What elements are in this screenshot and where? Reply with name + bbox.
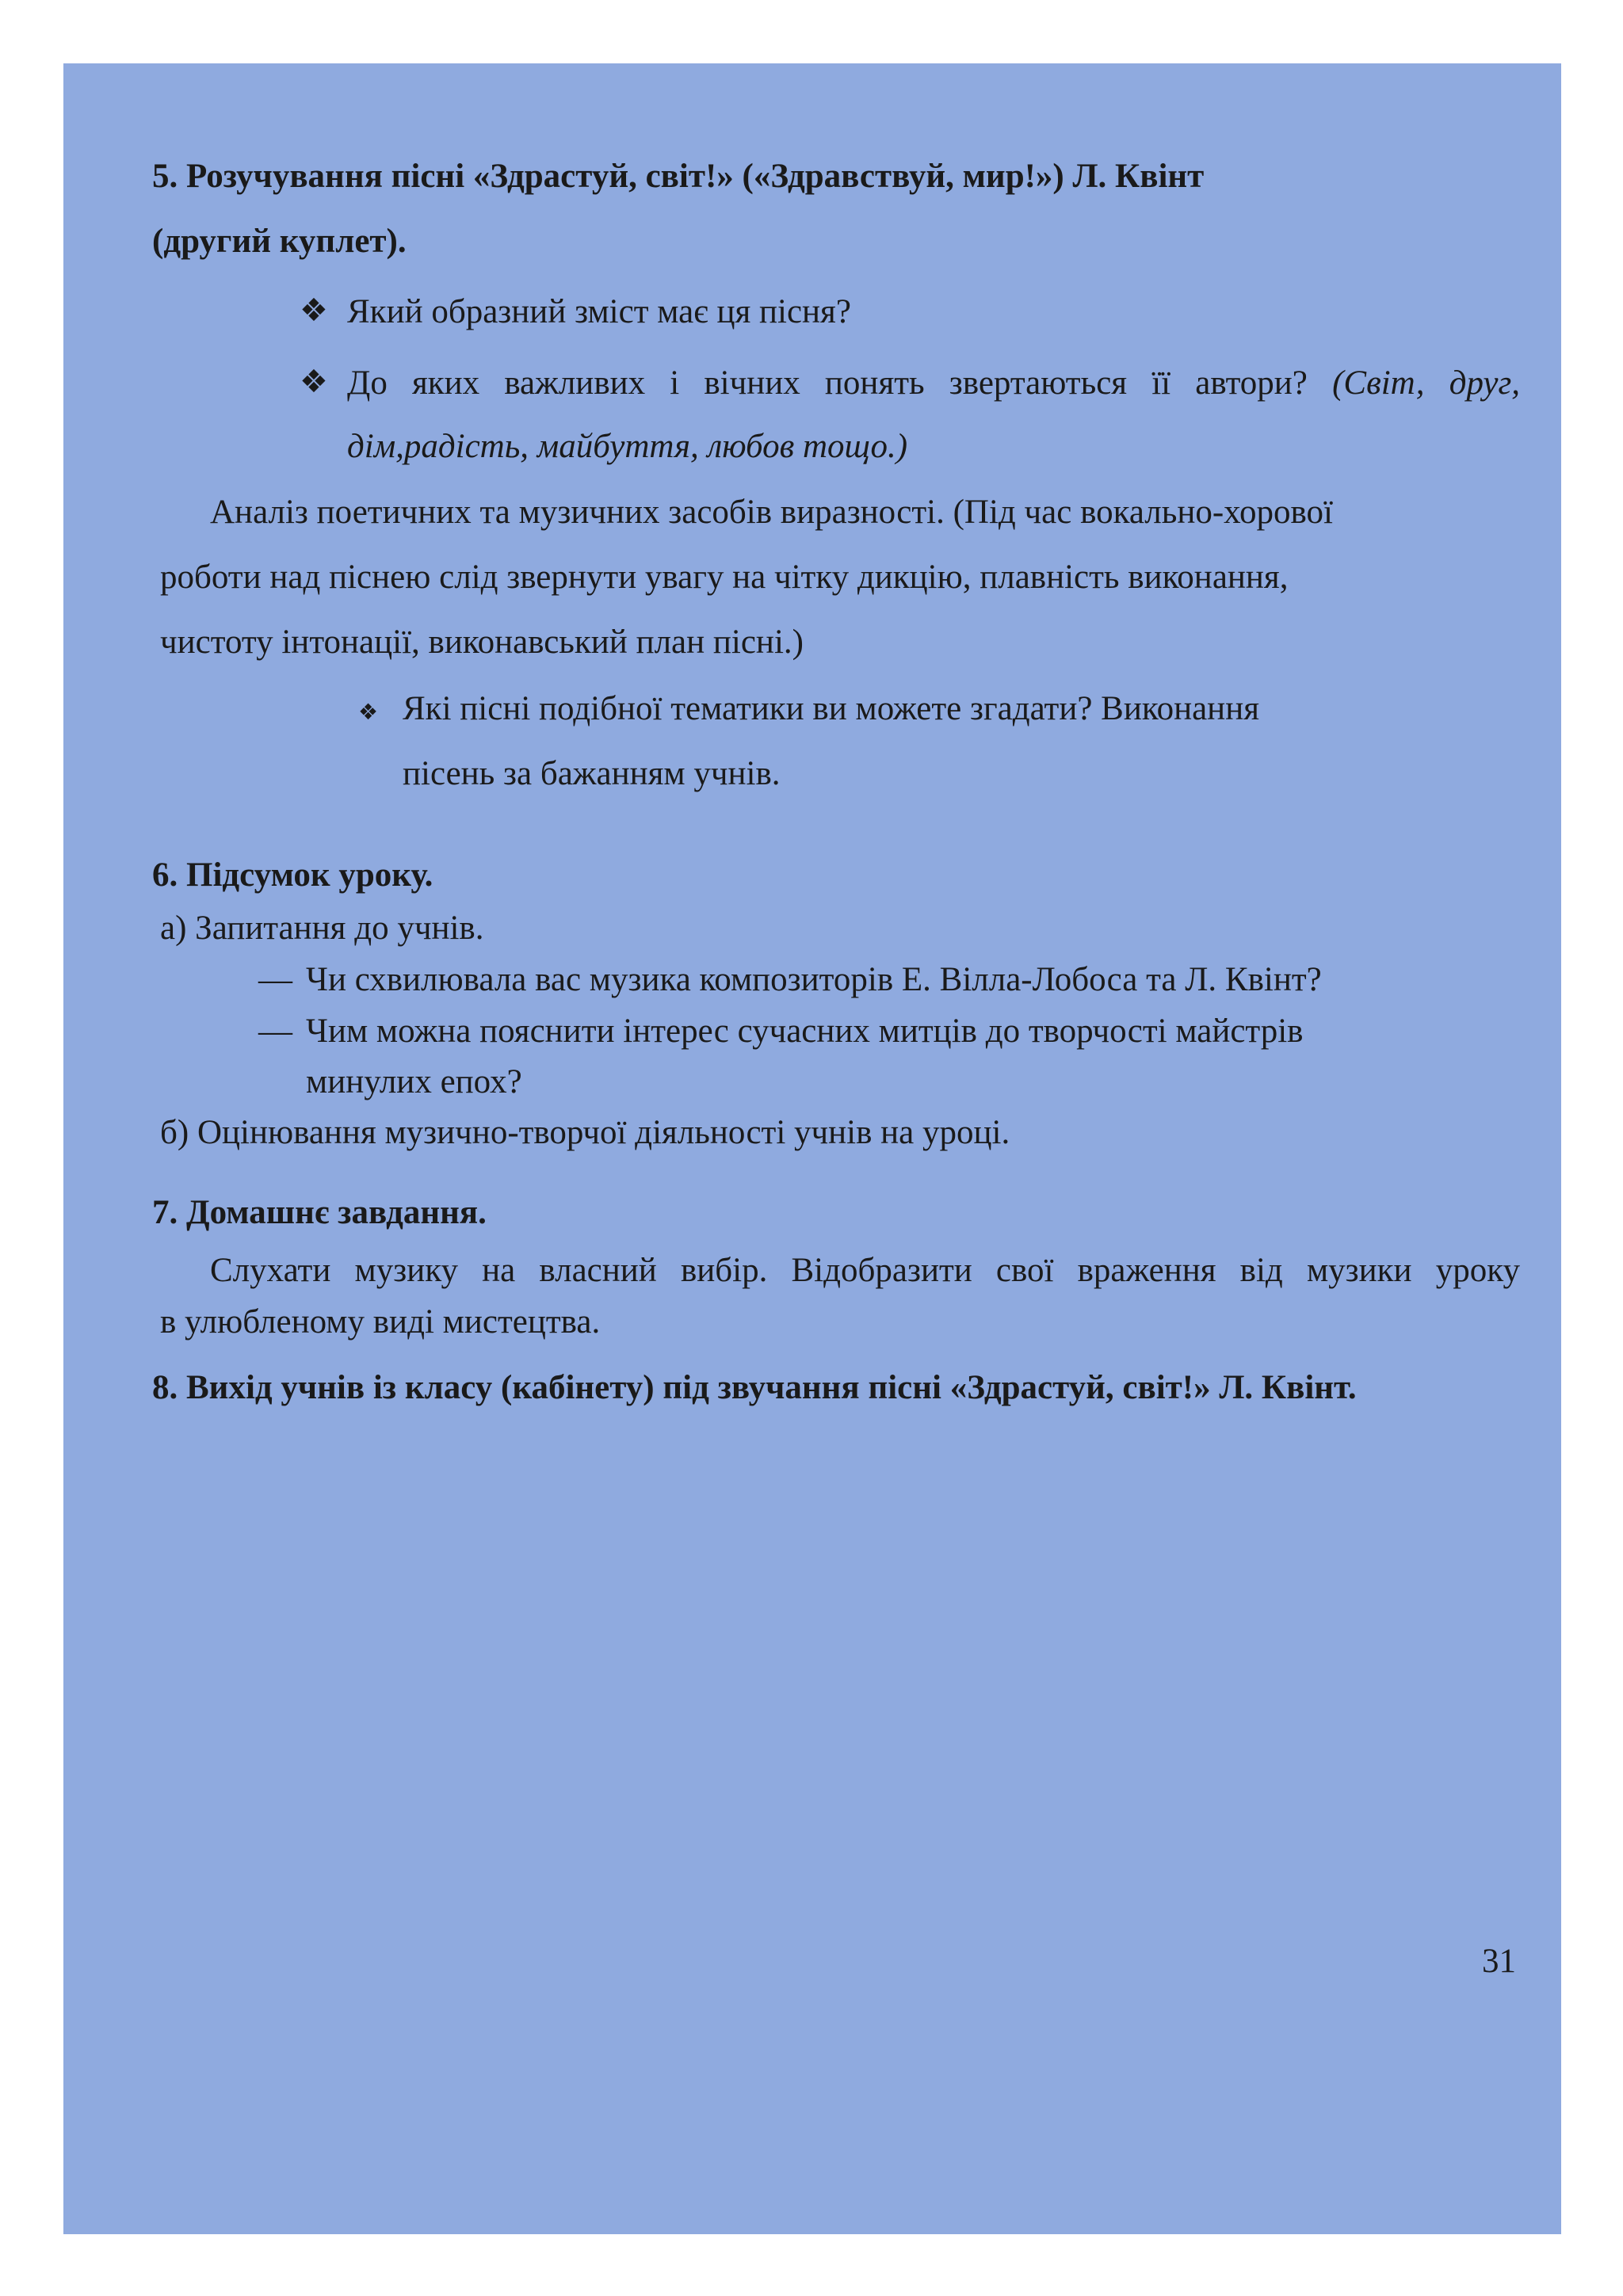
dash-marker: — [258, 961, 292, 998]
section-5-title-line-2: (другий куплет). [152, 223, 407, 260]
section-6-question-2-line-1: Чим можна пояснити інтерес сучасних митців до творчості майстрів [306, 1013, 1304, 1050]
question-similar-songs-line-1: Які пісні подібної тематики ви можете згадати? Виконання [403, 690, 1259, 727]
diamond-bullet-icon: ❖ [300, 364, 328, 400]
small-diamond-bullet-icon: ❖ [358, 699, 379, 725]
question-similar-songs-line-2: пісень за бажанням учнів. [403, 755, 781, 792]
section-6-item-b: б) Оцінювання музично-творчої діяльності учнів на уроці. [160, 1114, 1010, 1151]
section-7-text-line-1: Слухати музику на власний вибір. Відобразити свої враження від музики уроку [210, 1252, 1520, 1289]
diamond-bullet-icon: ❖ [300, 292, 328, 329]
analysis-line-1: Аналіз поетичних та музичних засобів виразності. (Під час вокально-хорової [210, 494, 1334, 531]
analysis-line-3: чистоту інтонації, виконавський план пісні.) [160, 624, 804, 661]
section-6-title: 6. Підсумок уроку. [152, 856, 433, 894]
section-7-title: 7. Домашнє завдання. [152, 1194, 487, 1231]
section-7-text-line-2: в улюбленому виді мистецтва. [160, 1303, 601, 1341]
page-number: 31 [1482, 1943, 1516, 1980]
question-concepts-line-2: дім,радість, майбуття, любов тощо.) [347, 428, 908, 465]
section-6-item-a: а) Запитання до учнів. [160, 910, 484, 947]
question-concepts-line-1 [347, 363, 1520, 404]
analysis-line-2: роботи над піснею слід звернути увагу на чітку дикцію, плавність виконання, [160, 559, 1289, 596]
question-imagery: Який образний зміст має ця пісня? [347, 293, 851, 330]
question-concepts-text: До яких важливих і вічних понять звертаються її автори? [347, 364, 1308, 402]
question-concepts-italic-1: (Світ, друг, [1332, 364, 1520, 402]
section-5-title-line-1: 5. Розучування пісні «Здрастуй, світ!» («Здравствуй, мир!») Л. Квінт [152, 158, 1205, 195]
section-8-title: 8. Вихід учнів із класу (кабінету) під звучання пісні «Здрастуй, світ!» Л. Квінт. [152, 1369, 1357, 1406]
section-6-question-1: Чи схвилювала вас музика композиторів Е. Вілла-Лобоса та Л. Квінт? [306, 961, 1322, 998]
section-6-question-2-line-2: минулих епох? [306, 1063, 522, 1100]
dash-marker: — [258, 1013, 292, 1050]
